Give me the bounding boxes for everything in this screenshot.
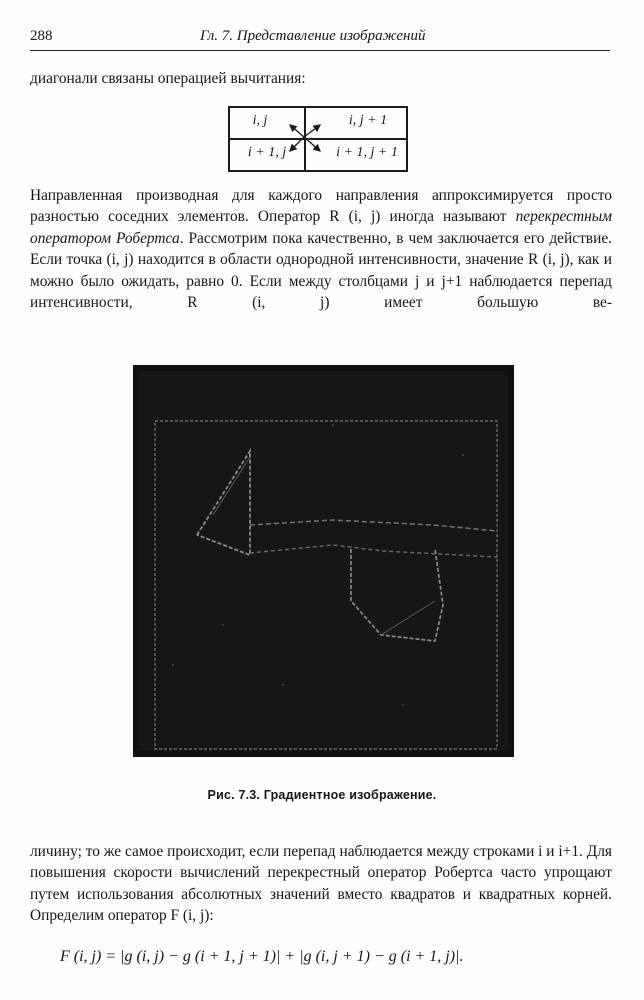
roberts-formula: F (i, j) = |g (i, j) − g (i + 1, j + 1)| + |g (i, j + 1) − g (i + 1, j)|. — [60, 948, 464, 965]
pixel-neighborhood-table — [228, 106, 408, 172]
main-paragraph — [30, 185, 612, 313]
diagonal-arrows-icon — [228, 106, 408, 172]
cell-i1-j: i + 1, j — [247, 145, 287, 160]
page-number: 288 — [30, 28, 53, 44]
page-header — [30, 28, 610, 51]
cell-i1-j1: i + 1, j + 1 — [336, 145, 398, 160]
cell-i-j1: i, j + 1 — [348, 113, 388, 128]
intro-text: диагонали связаны операцией вычитания: — [30, 70, 306, 87]
cell-i-j: i, j — [252, 113, 268, 128]
continuation-paragraph: личину; то же самое происходит, если перепад наблюдается между строками i и i+1. Для повышения скорости вычислений перекрестный оператор Робертса часто упрощают путем использования абсолютных значений вместо квадратов и квадратных корней. Определим оператор F (i, j): — [30, 843, 612, 925]
main-paragraph-part2: . Рассмотрим пока качественно, в чем заключается его действие. Если точка (i, j) находится в области однородной интенсивности, значение R (i, j), как и можно было ожидать, равно 0. Если между столбцами j и j+1 наблюдается перепад интенсивности, R (i, j) имеет большую ве- — [30, 229, 612, 312]
gradient-image — [133, 365, 514, 757]
main-paragraph-part1: Направленная производная для каждого направления аппроксимируется просто разностью соседних элементов. Оператор R (i, j) иногда называют — [30, 187, 612, 226]
running-title: Гл. 7. Представление изображений — [200, 28, 426, 44]
roberts-operator-term: перекрестным оператором Робертса — [30, 208, 612, 247]
gradient-image-figure — [133, 365, 514, 757]
figure-caption: Рис. 7.3. Градиентное изображение. — [207, 788, 437, 802]
